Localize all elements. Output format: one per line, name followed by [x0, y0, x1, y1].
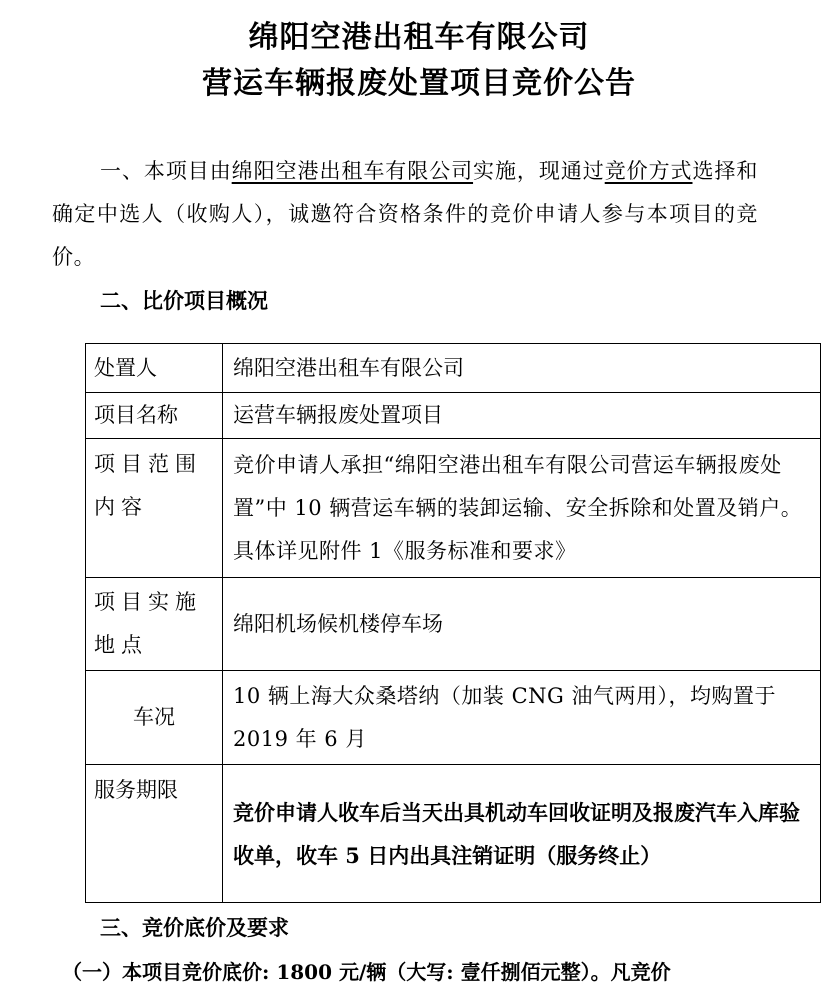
table-row [86, 393, 821, 439]
company-name-underlined: 绵阳空港出租车有限公司 [231, 159, 474, 183]
section2-heading: 二、比价项目概况 [100, 288, 268, 313]
section3-item1: （一）本项目竞价底价: 1800 元/辆（大写: 壹仟捌佰元整）。凡竞价 [62, 960, 671, 984]
table-row [86, 439, 821, 578]
table-row [86, 344, 821, 393]
row-label: 处置人 [86, 344, 223, 393]
row-value: 绵阳机场候机楼停车场 [223, 578, 821, 671]
table-row [86, 578, 821, 671]
table-row [86, 671, 821, 765]
row-label: 车况 [86, 671, 223, 765]
section1-mid: 实施，现通过 [473, 159, 605, 183]
document-title-line1: 绵阳空港出租车有限公司 [248, 20, 590, 55]
row-value: 10 辆上海大众桑塔纳（加装 CNG 油气两用），均购置于 2019 年 6 月 [223, 671, 821, 765]
row-value: 竞价申请人承担“绵阳空港出租车有限公司营运车辆报废处置”中 10 辆营运车辆的装卸运输、安全拆除和处置及销户。具体详见附件 1《服务标准和要求》 [223, 439, 821, 578]
document-title-line2: 营运车辆报废处置项目竞价公告 [202, 66, 636, 101]
section3-heading: 三、竞价底价及要求 [100, 915, 289, 940]
row-value: 绵阳空港出租车有限公司 [223, 344, 821, 393]
section1-prefix: 一、本项目由 [100, 159, 232, 183]
row-label: 项目名称 [86, 393, 223, 439]
section1-rest: 选择和确定中选人（收购人），诚邀符合资格条件的竞价申请人参与本项目的竞价。 [52, 159, 758, 269]
row-label: 服务期限 [86, 765, 223, 903]
row-label: 项目范围内容 [86, 439, 223, 578]
table-row [86, 765, 821, 903]
row-label: 项目实施地点 [86, 578, 223, 671]
row-value: 竞价申请人收车后当天出具机动车回收证明及报废汽车入库验收单，收车 5 日内出具注销证明（服务终止） [223, 765, 821, 903]
section1-paragraph [52, 150, 758, 279]
project-overview-table [85, 343, 821, 903]
method-underlined: 竞价方式 [604, 159, 693, 183]
row-value: 运营车辆报废处置项目 [223, 393, 821, 439]
